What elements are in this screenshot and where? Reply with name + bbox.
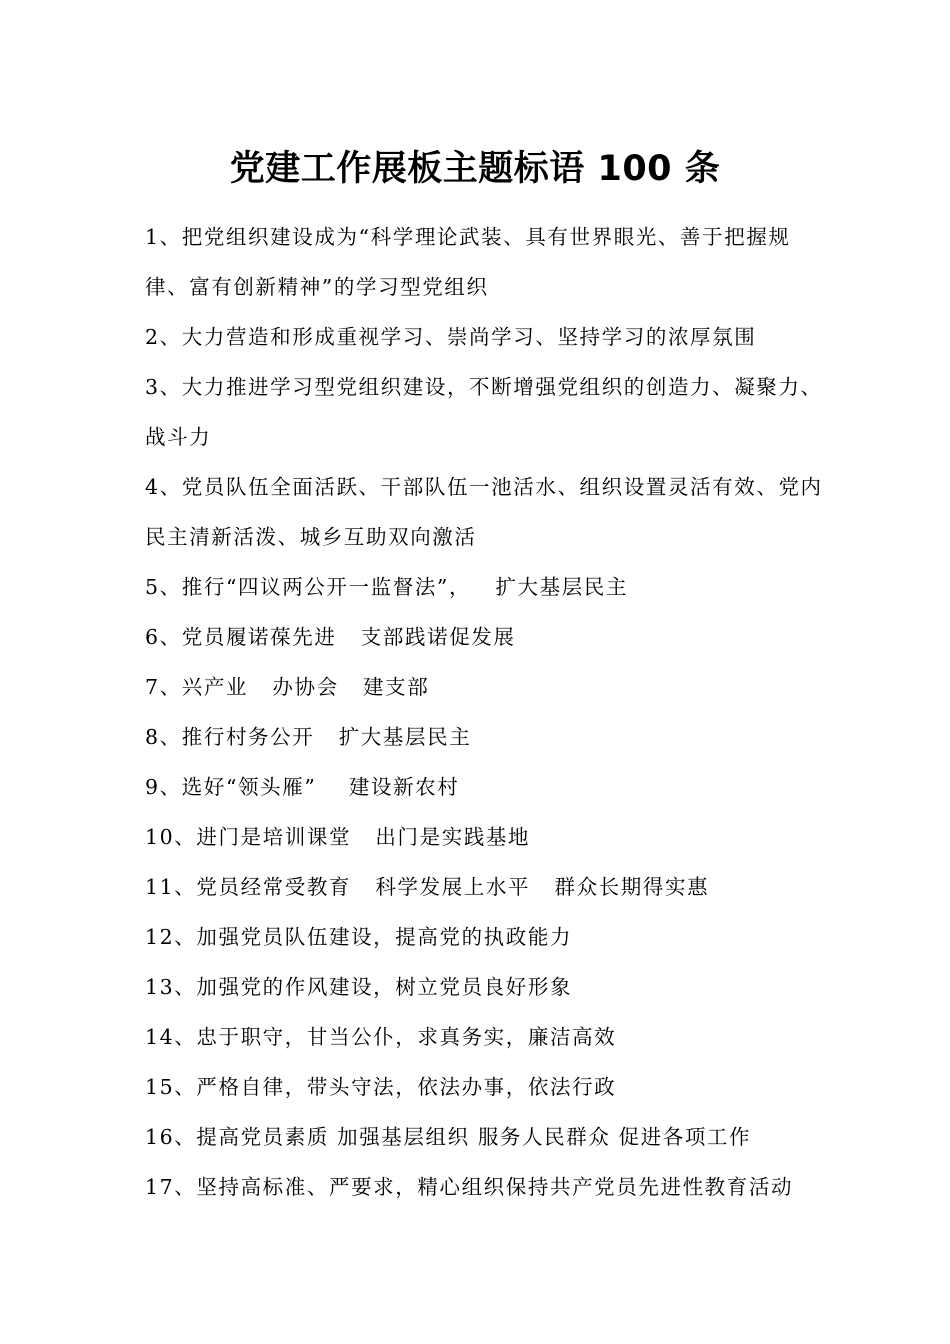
slogan-item: 6、党员履诺葆先进 支部践诺促发展	[145, 625, 516, 649]
slogan-item: 10、进门是培训课堂 出门是实践基地	[145, 825, 531, 849]
slogan-item: 16、提高党员素质 加强基层组织 服务人民群众 促进各项工作	[145, 1125, 752, 1149]
document-title: 党建工作展板主题标语 100 条	[229, 149, 721, 189]
slogan-item: 9、选好“领头雁” 建设新农村	[145, 775, 460, 799]
slogan-item: 15、严格自律，带头守法，依法办事，依法行政	[145, 1075, 617, 1099]
slogan-item: 2、大力营造和形成重视学习、崇尚学习、坚持学习的浓厚氛围	[145, 325, 757, 349]
slogan-item: 7、兴产业 办协会 建支部	[145, 675, 430, 699]
slogan-item: 4、党员队伍全面活跃、干部队伍一池活水、组织设置灵活有效、党内民主清新活泼、城乡互助双向激活	[145, 475, 823, 549]
slogan-item: 14、忠于职守，甘当公仆，求真务实，廉洁高效	[145, 1025, 617, 1049]
slogan-item: 11、党员经常受教育 科学发展上水平 群众长期得实惠	[145, 875, 710, 899]
slogan-item: 17、坚持高标准、严要求，精心组织保持共产党员先进性教育活动	[145, 1175, 794, 1199]
slogan-item: 12、加强党员队伍建设，提高党的执政能力	[145, 925, 573, 949]
slogan-item: 8、推行村务公开 扩大基层民主	[145, 725, 472, 749]
slogan-item: 5、推行“四议两公开一监督法”， 扩大基层民主	[145, 575, 629, 599]
slogan-item: 13、加强党的作风建设，树立党员良好形象	[145, 975, 573, 999]
slogan-item: 1、把党组织建设成为“科学理论武装、具有世界眼光、善于把握规律、富有创新精神”的学习型党组织	[145, 225, 791, 299]
slogan-list	[145, 212, 825, 1212]
slogan-item: 3、大力推进学习型党组织建设，不断增强党组织的创造力、凝聚力、战斗力	[145, 375, 823, 449]
